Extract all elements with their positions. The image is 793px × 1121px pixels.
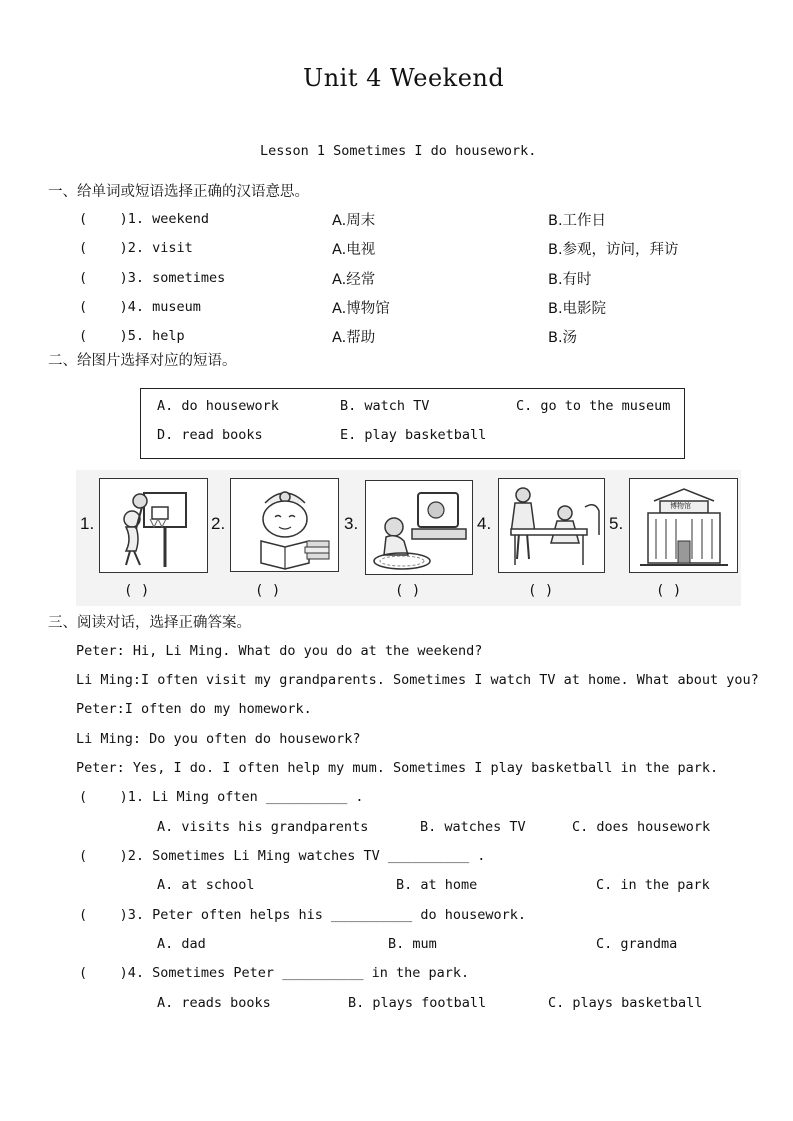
dialogue-line-5: Peter: Yes, I do. I often help my mum. Sometimes I play basketball in the park.: [76, 760, 719, 776]
picture-3-number: 3.: [344, 514, 359, 533]
s3-q3: ( )3. Peter often helps his __________ do housework.: [79, 907, 527, 923]
section2-heading: 二、给图片选择对应的短语。: [48, 353, 237, 369]
dialogue-line-2: Li Ming:I often visit my grandparents. Sometimes I watch TV at home. What about you?: [76, 672, 759, 688]
picture-2-number: 2.: [211, 514, 226, 533]
s3-q4: ( )4. Sometimes Peter __________ in the park.: [79, 965, 470, 981]
s1-q2: ( )2. visit: [79, 240, 193, 256]
picture-1-number: 1.: [80, 514, 95, 533]
s1-q1-option-b: B.工作日: [548, 213, 607, 229]
picture-5-blank[interactable]: ( ): [656, 583, 682, 599]
option-b: B. watch TV: [340, 398, 430, 414]
s1-q5-option-a: A.帮助: [332, 330, 376, 346]
option-c: C. go to the museum: [516, 398, 671, 414]
s3-q4-option-b: B. plays football: [348, 995, 487, 1011]
s3-q3-option-b: B. mum: [388, 936, 437, 952]
museum-sign: 博物馆: [670, 502, 691, 510]
s3-q2: ( )2. Sometimes Li Ming watches TV __________ .: [79, 848, 486, 864]
s3-q1-option-b: B. watches TV: [420, 819, 526, 835]
s1-q2-option-a: A.电视: [332, 242, 376, 258]
page-title: Unit 4 Weekend: [303, 64, 505, 92]
picture-2: [230, 478, 339, 572]
s1-q5: ( )5. help: [79, 328, 185, 344]
s1-q3-option-b: B.有时: [548, 272, 592, 288]
picture-4: [498, 478, 605, 573]
option-a: A. do housework: [157, 398, 279, 414]
s3-q3-option-a: A. dad: [157, 936, 206, 952]
dialogue-line-4: Li Ming: Do you often do housework?: [76, 731, 361, 747]
museum-building-icon: [630, 479, 737, 572]
s3-q2-option-a: A. at school: [157, 877, 255, 893]
picture-2-blank[interactable]: ( ): [255, 583, 281, 599]
s3-q4-option-c: C. plays basketball: [548, 995, 703, 1011]
s3-q3-option-c: C. grandma: [596, 936, 678, 952]
picture-1: [99, 478, 208, 573]
s1-q3: ( )3. sometimes: [79, 270, 226, 286]
picture-3-blank[interactable]: ( ): [395, 583, 421, 599]
s1-q4-option-a: A.博物馆: [332, 301, 390, 317]
picture-3: [365, 480, 473, 575]
picture-4-blank[interactable]: ( ): [528, 583, 554, 599]
dialogue-line-1: Peter: Hi, Li Ming. What do you do at the weekend?: [76, 643, 483, 659]
picture-1-blank[interactable]: ( ): [124, 583, 150, 599]
s1-q2-option-b: B.参观，访问，拜访: [548, 242, 679, 258]
section3-heading: 三、阅读对话，选择正确答案。: [48, 615, 251, 631]
lesson-subtitle: Lesson 1 Sometimes I do housework.: [260, 143, 537, 159]
option-e: E. play basketball: [340, 427, 487, 443]
s1-q4: ( )4. museum: [79, 299, 201, 315]
housework-icon: [499, 479, 604, 572]
option-d: D. read books: [157, 427, 263, 443]
picture-4-number: 4.: [477, 514, 492, 533]
s3-q2-option-b: B. at home: [396, 877, 478, 893]
section1-heading: 一、给单词或短语选择正确的汉语意思。: [48, 184, 309, 200]
picture-5-number: 5.: [609, 514, 624, 533]
s1-q5-option-b: B.汤: [548, 330, 578, 346]
picture-5: [629, 478, 738, 573]
s1-q4-option-b: B.电影院: [548, 301, 607, 317]
s1-q1-option-a: A.周末: [332, 213, 376, 229]
dialogue-line-3: Peter:I often do my homework.: [76, 701, 312, 717]
s3-q2-option-c: C. in the park: [596, 877, 710, 893]
s3-q1-option-a: A. visits his grandparents: [157, 819, 369, 835]
s1-q3-option-a: A.经常: [332, 272, 376, 288]
watching-tv-icon: [366, 481, 472, 574]
reading-books-icon: [231, 479, 338, 571]
s3-q4-option-a: A. reads books: [157, 995, 271, 1011]
s3-q1-option-c: C. does housework: [572, 819, 711, 835]
s1-q1: ( )1. weekend: [79, 211, 210, 227]
s3-q1: ( )1. Li Ming often __________ .: [79, 789, 364, 805]
basketball-player-icon: [100, 479, 207, 572]
